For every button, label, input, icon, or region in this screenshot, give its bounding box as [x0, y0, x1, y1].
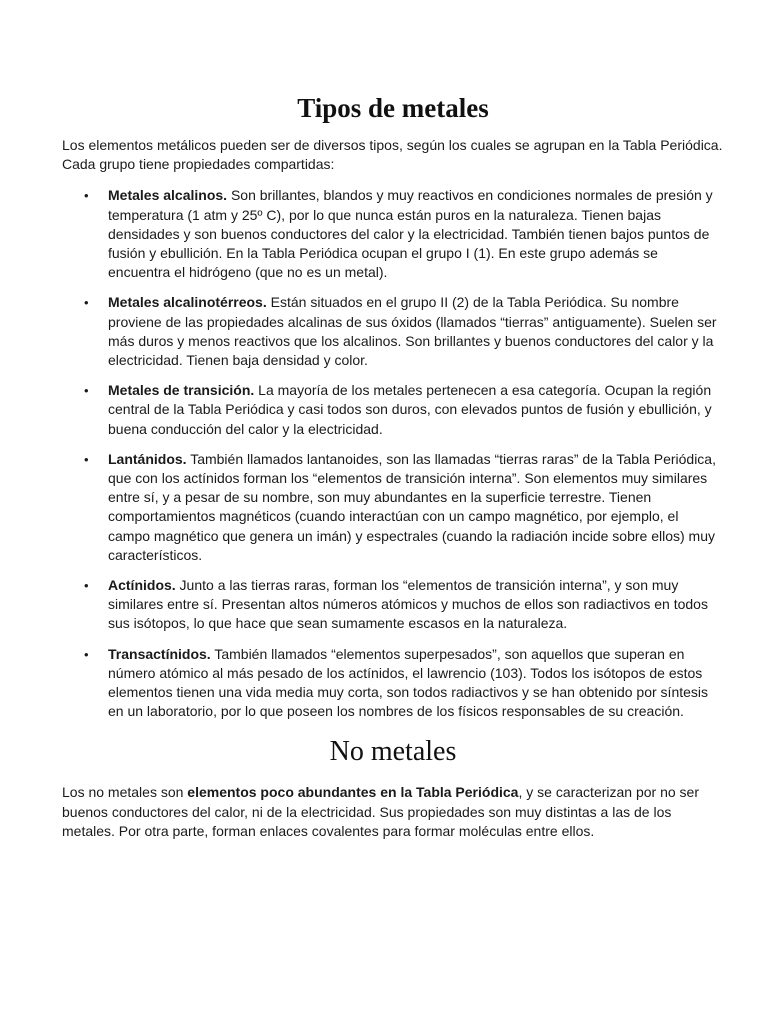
bullet-icon: •	[84, 578, 89, 594]
intro-paragraph: Los elementos metálicos pueden ser de diversos tipos, según los cuales se agrupan en la Tabla Periódica. Cada grupo tiene propiedades compartidas:	[62, 137, 723, 173]
list-item-text: Son brillantes, blandos y muy reactivos en condiciones normales de presión y temperatura (1 atm y 25º C), por lo que nunca están puros en la naturaleza. Tienen bajas densidades y son buenos conductores del calor y la electricidad. También tienen bajos puntos de fusión y ebullición. En la Tabla Periódica ocupan el grupo I (1). En este grupo además se encuentra el hidrógeno (que no es un metal).	[108, 187, 713, 281]
list-item-text: Junto a las tierras raras, forman los “elementos de transición interna”, y son muy similares entre sí. Presentan altos números atómicos y muchos de ellos son radiactivos en todos sus isótopos, lo que hace que sean sumamente escasos en la naturaleza.	[108, 577, 708, 632]
bullet-icon: •	[84, 295, 89, 311]
metal-types-list	[62, 186, 724, 721]
bullet-icon: •	[84, 383, 89, 399]
bullet-icon: •	[84, 188, 89, 204]
list-item-text: Están situados en el grupo II (2) de la Tabla Periódica. Su nombre proviene de las propiedades alcalinas de sus óxidos (llamados “tierras” antiguamente). Suelen ser más duros y menos reactivos que los alcalinos. Son brillantes y buenos conductores del calor y la electricidad. Tienen baja densidad y color.	[108, 294, 717, 369]
list-item-text: También llamados “elementos superpesados”, son aquellos que superan en número atómico al más pesado de los actínidos, el lawrencio (103). Todos los isótopos de estos elementos tienen una vida media muy corta, son todos radiactivos y se han obtenido por síntesis en un laboratorio, por lo que poseen los nombres de los físicos responsables de su creación.	[108, 645, 709, 720]
paragraph-text-bold: elementos poco abundantes en la Tabla Periódica	[187, 784, 519, 801]
no-metales-paragraph	[62, 783, 724, 841]
bullet-icon: •	[84, 451, 89, 467]
list-item-term: Lantánidos.	[108, 450, 187, 467]
list-item	[62, 293, 724, 370]
page-title: Tipos de metales	[297, 93, 489, 123]
list-item	[62, 576, 724, 634]
list-item-term: Metales de transición.	[108, 382, 255, 399]
list-item	[62, 450, 724, 565]
list-item	[62, 381, 724, 439]
bullet-icon: •	[84, 646, 89, 662]
list-item-text: La mayoría de los metales pertenecen a esa categoría. Ocupan la región central de la Tabla Periódica y casi todos son duros, con elevados puntos de fusión y ebullición, y buena conducción del calor y la electricidad.	[108, 382, 712, 437]
paragraph-text-start: Los no metales son	[62, 784, 188, 801]
list-item-term: Actínidos.	[108, 577, 176, 594]
list-item	[62, 645, 724, 722]
list-item-term: Metales alcalinos.	[108, 187, 228, 204]
document-page	[62, 92, 724, 841]
list-item-term: Metales alcalinotérreos.	[108, 294, 267, 311]
paragraph-text-end: , y se caracterizan por no ser buenos conductores del calor, ni de la electricidad. Sus propiedades son muy distintas a las de los metales. Por otra parte, forman enlaces covalentes para formar moléculas entre ellos.	[62, 784, 699, 839]
list-item-text: También llamados lantanoides, son las llamadas “tierras raras” de la Tabla Periódica, que con los actínidos forman los “elementos de transición interna”. Son elementos muy similares entre sí, y a pesar de su nombre, son muy abundantes en la superficie terrestre. Tienen comportamientos magnéticos (cuando interactúan con un campo magnético, por ejemplo, el campo magnético que genera un imán) y espectrales (cuando la radiación incide sobre ellos) muy característicos.	[108, 450, 716, 563]
list-item	[62, 186, 724, 282]
section-title-no-metales: No metales	[329, 736, 457, 768]
list-item-term: Transactínidos.	[108, 645, 211, 662]
